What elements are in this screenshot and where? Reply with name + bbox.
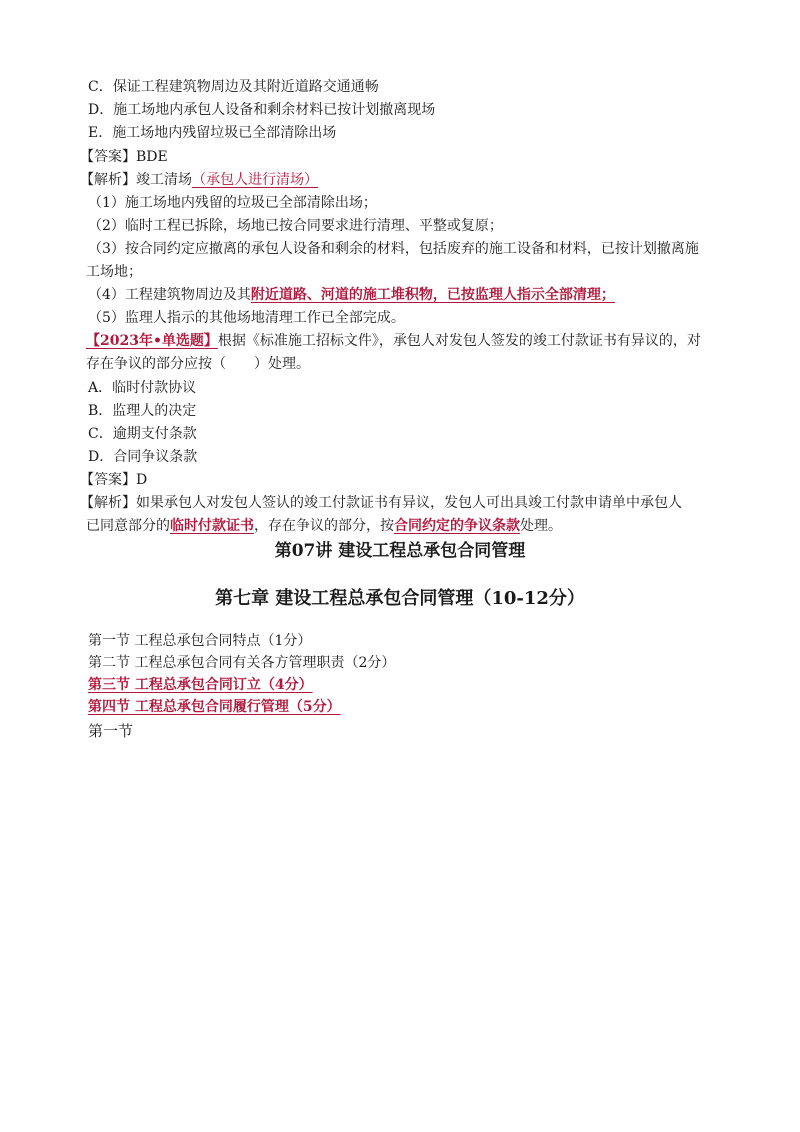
q1-item-3-line1: （3）按合同约定应撤离的承包人设备和剩余的材料，包括废弃的施工设备和材料，已按计划撤离施	[88, 241, 699, 257]
q1-analysis-heading	[80, 169, 318, 191]
answer-value: D	[136, 472, 148, 488]
answer-label: 【答案】	[80, 472, 136, 488]
q1-option-c: C．保证工程建筑物周边及其附近道路交通通畅	[88, 79, 379, 95]
q1-item-4	[88, 284, 615, 306]
analysis-label: 【解析】	[80, 495, 136, 511]
analysis-text: 如果承包人对发包人签认的竣工付款证书有异议，发包人可出具竣工付款申请单中承包人	[136, 495, 682, 511]
analysis-text: 已同意部分的	[86, 518, 170, 534]
q1-option-d: D．施工场地内承包人设备和剩余材料已按计划撤离现场	[88, 102, 436, 118]
q2-tag: 【2023年•单选题】	[86, 333, 218, 349]
q2-option-c: C．逾期支付条款	[88, 426, 197, 442]
section-3: 第三节 工程总承包合同订立（4分）	[88, 677, 313, 693]
answer-label: 【答案】	[80, 149, 136, 165]
section-4: 第四节 工程总承包合同履行管理（5分）	[88, 699, 341, 715]
section-heading: 第一节	[88, 722, 134, 740]
answer-value: BDE	[136, 149, 168, 165]
analysis-highlight: （承包人进行清场）	[192, 172, 318, 188]
analysis-text: 处理。	[520, 518, 562, 534]
item4-prefix: （4）工程建筑物周边及其	[88, 287, 251, 303]
q1-item-2: （2）临时工程已拆除，场地已按合同要求进行清理、平整或复原；	[88, 218, 503, 234]
item4-highlight: 附近道路、河道的施工堆积物，已按监理人指示全部清理；	[250, 287, 615, 303]
q1-answer	[80, 146, 168, 168]
q1-item-5: （5）监理人指示的其他场地清理工作已全部完成。	[88, 310, 405, 326]
analysis-text: ，存在争议的部分，按	[254, 518, 394, 534]
q1-item-3-line2: 工场地；	[86, 264, 142, 280]
analysis-highlight-2: 合同约定的争议条款	[394, 518, 520, 534]
q2-stem-line2: 存在争议的部分应按（ ）处理。	[86, 356, 310, 372]
q2-option-d: D．合同争议条款	[88, 449, 198, 465]
section-2: 第二节 工程总承包合同有关各方管理职责（2分）	[88, 655, 396, 671]
q2-analysis-line1	[80, 492, 682, 514]
lecture-title: 第07讲 建设工程总承包合同管理	[274, 541, 526, 561]
analysis-title: 竣工清场	[136, 172, 192, 188]
q2-stem-text: 根据《标准施工招标文件》，承包人对发包人签发的竣工付款证书有异议的，对	[217, 333, 701, 349]
chapter-title: 第七章 建设工程总承包合同管理（10-12分）	[215, 588, 585, 609]
q2-option-a: A．临时付款协议	[88, 380, 197, 396]
q2-answer	[80, 469, 147, 491]
analysis-label: 【解析】	[80, 172, 136, 188]
q1-option-e: E．施工场地内残留垃圾已全部清除出场	[88, 125, 337, 141]
q2-stem-line1	[86, 330, 701, 352]
q1-item-1: （1）施工场地内残留的垃圾已全部清除出场；	[88, 195, 377, 211]
section-1: 第一节 工程总承包合同特点（1分）	[88, 633, 312, 649]
q2-analysis-line2	[86, 515, 562, 537]
analysis-highlight-1: 临时付款证书	[170, 518, 254, 534]
q2-option-b: B．监理人的决定	[88, 403, 197, 419]
